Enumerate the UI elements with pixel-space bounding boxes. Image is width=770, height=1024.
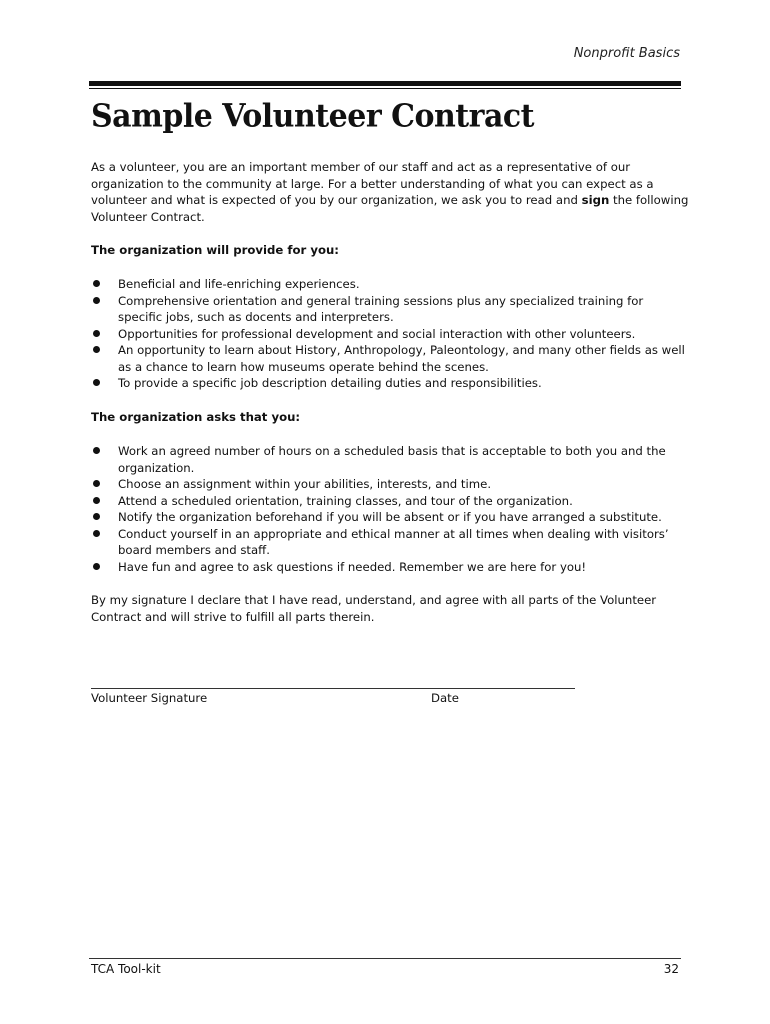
list-item-text: Have fun and agree to ask questions if needed. Remember we are here for you! — [118, 559, 587, 574]
signature-line[interactable] — [91, 688, 575, 689]
bullet-icon — [93, 530, 100, 537]
signature-label: Volunteer Signature — [91, 691, 208, 705]
bullet-icon — [93, 563, 100, 570]
list-item — [91, 326, 691, 343]
list-item-text: Comprehensive orientation and general training sessions plus any specialized training for specific jobs, such as docents and interpreters. — [118, 293, 644, 324]
provide-list — [91, 276, 691, 392]
page-number: 32 — [663, 962, 679, 976]
intro-text-after: the following Volunteer Contract. — [91, 193, 689, 224]
asks-list — [91, 443, 691, 575]
bullet-icon — [93, 330, 100, 337]
list-item — [91, 476, 691, 493]
page-title: Sample Volunteer Contract — [91, 98, 535, 135]
list-item-text: Opportunities for professional development and social interaction with other volunteers. — [118, 326, 636, 341]
list-item — [91, 509, 691, 526]
footer-title: TCA Tool-kit — [91, 962, 161, 976]
bullet-icon — [93, 297, 100, 304]
bullet-icon — [93, 497, 100, 504]
bullet-icon — [93, 280, 100, 287]
list-item-text: Work an agreed number of hours on a scheduled basis that is acceptable to both you and the organization. — [118, 444, 666, 475]
list-item — [91, 559, 691, 576]
running-head: Nonprofit Basics — [573, 46, 680, 61]
list-item-text: Beneficial and life-enriching experiences. — [118, 277, 360, 291]
list-item — [91, 293, 691, 326]
list-item — [91, 526, 691, 559]
intro-text-before: As a volunteer, you are an important member of our staff and act as a representative of our organization to the community at large. For a better understanding of what you can expect as a volunteer and what is expected of you by our organization, we ask you to read and — [91, 160, 654, 207]
bullet-icon — [93, 447, 100, 454]
asks-heading: The organization asks that you: — [91, 410, 301, 424]
bullet-icon — [93, 379, 100, 386]
bullet-icon — [93, 346, 100, 353]
date-label: Date — [431, 691, 459, 705]
provide-heading: The organization will provide for you: — [91, 243, 339, 257]
footer-rule — [89, 958, 681, 959]
list-item — [91, 493, 691, 510]
list-item-text: To provide a specific job description detailing duties and responsibilities. — [118, 376, 542, 390]
intro-bold-word: sign — [581, 193, 610, 207]
bullet-icon — [93, 513, 100, 520]
bullet-icon — [93, 480, 100, 487]
list-item-text: Conduct yourself in an appropriate and ethical manner at all times when dealing with visitors’ board members and staff. — [118, 526, 669, 557]
list-item — [91, 276, 691, 293]
closing-text: By my signature I declare that I have read, understand, and agree with all parts of the Volunteer Contract and will strive to fulfill all parts therein. — [91, 593, 657, 624]
list-item-text: Attend a scheduled orientation, training classes, and tour of the organization. — [118, 493, 573, 508]
list-item — [91, 443, 691, 476]
header-rule-thick — [89, 81, 681, 86]
intro-paragraph — [91, 159, 691, 225]
header-rule-thin — [89, 88, 681, 89]
list-item-text: Notify the organization beforehand if you will be absent or if you have arranged a substitute. — [118, 510, 662, 524]
list-item-text: An opportunity to learn about History, Anthropology, Paleontology, and many other fields as well as a chance to learn how museums operate behind the scenes. — [118, 343, 685, 374]
list-item — [91, 375, 691, 392]
closing-paragraph — [91, 592, 691, 625]
list-item — [91, 342, 691, 375]
list-item-text: Choose an assignment within your abilities, interests, and time. — [118, 477, 492, 491]
